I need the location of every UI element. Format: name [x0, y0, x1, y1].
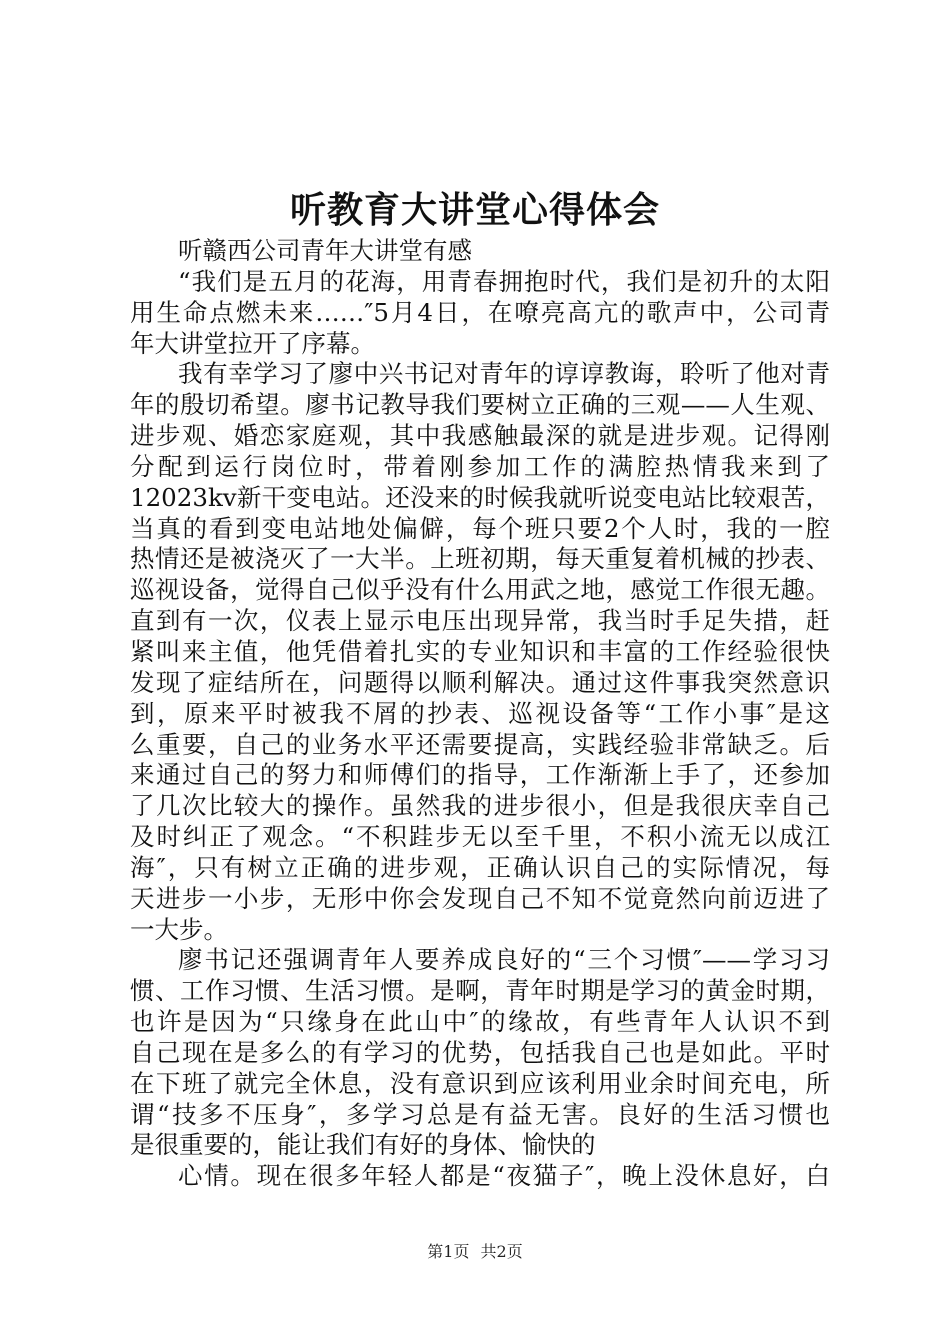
- body-line: 进步观、婚恋家庭观，其中我感触最深的就是进步观。记得刚: [130, 421, 830, 451]
- body-line: 听赣西公司青年大讲堂有感: [178, 236, 472, 265]
- body-line: 天进步一小步，无形中你会发现自己不知不觉竟然向前迈进了: [130, 883, 830, 913]
- body-line: 在下班了就完全休息，没有意识到应该利用业余时间充电，所: [130, 1068, 830, 1098]
- body-line: 年的殷切希望。廖书记教导我们要树立正确的三观——人生观、: [130, 390, 830, 420]
- body-line: 直到有一次，仪表上显示电压出现异常，我当时手足失措，赶: [130, 606, 830, 636]
- body-line: 自己现在是多么的有学习的优势，包括我自己也是如此。平时: [130, 1037, 830, 1067]
- body-line: 海″，只有树立正确的进步观，正确认识自己的实际情况，每: [130, 852, 830, 882]
- body-line: 及时纠正了观念。“不积跬步无以至千里，不积小流无以成江: [130, 822, 830, 852]
- body-line: 心情。现在很多年轻人都是“夜猫子″，晚上没休息好，白: [178, 1161, 830, 1191]
- body-line: 当真的看到变电站地处偏僻，每个班只要2个人时，我的一腔: [130, 513, 830, 543]
- body-line: “我们是五月的花海，用青春拥抱时代，我们是初升的太阳: [178, 266, 830, 296]
- document-title: 听教育大讲堂心得体会: [289, 189, 660, 231]
- body-line: 年大讲堂拉开了序幕。: [130, 328, 375, 358]
- body-line: 廖书记还强调青年人要养成良好的“三个习惯″——学习习: [178, 945, 830, 975]
- body-line: 我有幸学习了廖中兴书记对青年的谆谆教诲，聆听了他对青: [178, 359, 830, 389]
- page-total: 共2页: [480, 1242, 523, 1261]
- page-footer: [0, 1240, 950, 1264]
- body-line: 来通过自己的努力和师傅们的指导，工作渐渐上手了，还参加: [130, 760, 830, 790]
- document-body: [130, 236, 830, 1192]
- body-line: 热情还是被浇灭了一大半。上班初期，每天重复着机械的抄表、: [130, 544, 830, 574]
- body-line: 分配到运行岗位时，带着刚参加工作的满腔热情我来到了: [130, 451, 830, 481]
- body-line: 也许是因为“只缘身在此山中″的缘故，有些青年人认识不到: [130, 1007, 830, 1037]
- page-number: 第1页: [427, 1242, 470, 1261]
- body-line: 巡视设备，觉得自己似乎没有什么用武之地，感觉工作很无趣。: [130, 575, 830, 605]
- body-line: 么重要，自己的业务水平还需要提高，实践经验非常缺乏。后: [130, 729, 830, 759]
- body-line: 惯、工作习惯、生活习惯。是啊，青年时期是学习的黄金时期，: [130, 976, 830, 1006]
- body-line: 12023kv新干变电站。还没来的时候我就听说变电站比较艰苦，: [130, 482, 830, 512]
- body-line: 谓“技多不压身″，多学习总是有益无害。良好的生活习惯也: [130, 1099, 830, 1129]
- body-line: 是很重要的，能让我们有好的身体、愉快的: [130, 1130, 596, 1160]
- body-line: 发现了症结所在，问题得以顺利解决。通过这件事我突然意识: [130, 667, 830, 697]
- body-line: 一大步。: [130, 914, 228, 944]
- body-line: 紧叫来主值，他凭借着扎实的专业知识和丰富的工作经验很快: [130, 636, 830, 666]
- body-line: 到，原来平时被我不屑的抄表、巡视设备等“工作小事″是这: [130, 698, 830, 728]
- body-line: 了几次比较大的操作。虽然我的进步很小，但是我很庆幸自己: [130, 791, 830, 821]
- body-line: 用生命点燃未来……″5月4日，在嘹亮高亢的歌声中，公司青: [130, 297, 830, 327]
